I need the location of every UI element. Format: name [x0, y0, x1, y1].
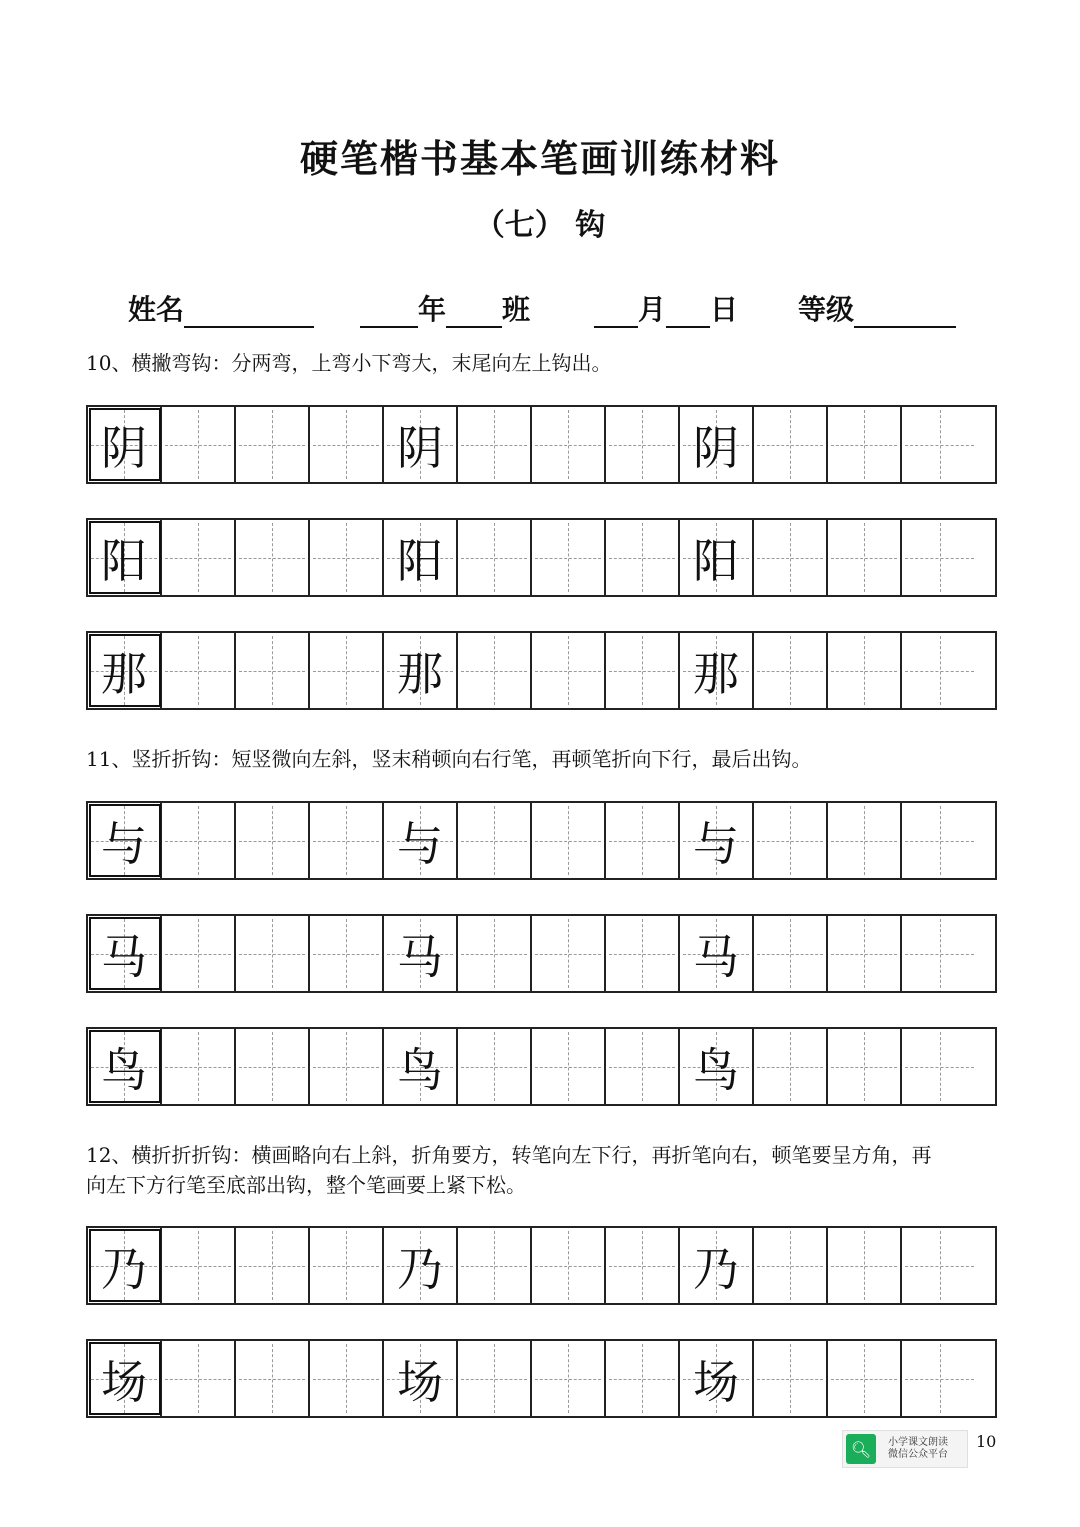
- name-blank[interactable]: [184, 296, 314, 328]
- model-char-cell: [680, 1341, 754, 1416]
- model-char-cell: [384, 1341, 458, 1416]
- practice-cell[interactable]: [458, 1228, 532, 1303]
- model-char-cell: [384, 407, 458, 482]
- section-heading: [86, 1140, 996, 1200]
- practice-cell[interactable]: [236, 803, 310, 878]
- practice-cell[interactable]: [828, 916, 902, 991]
- year-label: 年: [418, 293, 447, 326]
- model-char: 乃: [101, 1241, 147, 1296]
- model-char-cell: [88, 633, 162, 708]
- practice-cell[interactable]: [236, 407, 310, 482]
- practice-cell[interactable]: [828, 803, 902, 878]
- practice-cell[interactable]: [458, 916, 532, 991]
- practice-cell[interactable]: [754, 1029, 828, 1104]
- model-char: 鸟: [693, 1042, 739, 1097]
- model-char-cell: [88, 803, 162, 878]
- practice-row: [86, 405, 997, 484]
- practice-cell[interactable]: [236, 1029, 310, 1104]
- practice-cell[interactable]: [828, 1228, 902, 1303]
- logo-text: [888, 1437, 948, 1461]
- practice-cell[interactable]: [532, 916, 606, 991]
- practice-cell[interactable]: [902, 803, 977, 878]
- practice-cell[interactable]: [754, 1228, 828, 1303]
- practice-cell[interactable]: [310, 803, 384, 878]
- practice-cell[interactable]: [310, 1228, 384, 1303]
- practice-cell[interactable]: [236, 633, 310, 708]
- model-char: 乃: [397, 1241, 443, 1296]
- section-heading-line: 12、横折折折钩：横画略向右上斜，折角要方，转笔向左下行，再折笔向右，顿笔要呈方角，再: [86, 1143, 932, 1167]
- model-char: 与: [101, 816, 147, 871]
- practice-cell[interactable]: [162, 520, 236, 595]
- model-char-cell: [680, 520, 754, 595]
- practice-cell[interactable]: [458, 633, 532, 708]
- model-char-cell: [384, 633, 458, 708]
- page-subtitle: （七） 钩: [474, 208, 606, 243]
- model-char: 与: [693, 816, 739, 871]
- practice-cell[interactable]: [162, 1228, 236, 1303]
- practice-cell[interactable]: [606, 407, 680, 482]
- practice-cell[interactable]: [606, 1029, 680, 1104]
- practice-cell[interactable]: [754, 407, 828, 482]
- practice-cell[interactable]: [162, 916, 236, 991]
- model-char: 鸟: [101, 1042, 147, 1097]
- date-field[interactable]: [594, 288, 738, 328]
- model-char-cell: [384, 916, 458, 991]
- model-char-cell: [384, 1029, 458, 1104]
- model-char: 场: [397, 1354, 443, 1409]
- day-label: 日: [710, 293, 739, 326]
- logo-line: 微信公众平台: [888, 1449, 948, 1460]
- practice-cell[interactable]: [754, 916, 828, 991]
- practice-cell[interactable]: [902, 1029, 977, 1104]
- practice-cell[interactable]: [606, 520, 680, 595]
- practice-cell[interactable]: [606, 633, 680, 708]
- model-char: 阴: [397, 420, 443, 475]
- practice-cell[interactable]: [828, 1341, 902, 1416]
- model-char-cell: [88, 520, 162, 595]
- practice-cell[interactable]: [902, 1341, 977, 1416]
- model-char: 场: [693, 1354, 739, 1409]
- practice-cell[interactable]: [828, 520, 902, 595]
- practice-row: [86, 1226, 997, 1305]
- practice-cell[interactable]: [606, 1341, 680, 1416]
- model-char: 那: [101, 646, 147, 701]
- name-field[interactable]: [128, 288, 314, 328]
- practice-row: [86, 631, 997, 710]
- practice-row: [86, 518, 997, 597]
- model-char-cell: [680, 407, 754, 482]
- model-char-cell: [88, 1228, 162, 1303]
- practice-cell[interactable]: [828, 407, 902, 482]
- practice-row: [86, 1339, 997, 1418]
- practice-cell[interactable]: [754, 520, 828, 595]
- practice-cell[interactable]: [236, 1228, 310, 1303]
- model-char: 与: [397, 816, 443, 871]
- model-char-cell: [680, 633, 754, 708]
- practice-cell[interactable]: [236, 1341, 310, 1416]
- class-blank[interactable]: [446, 296, 502, 328]
- class-label: 班: [502, 293, 531, 326]
- practice-row: [86, 801, 997, 880]
- section-heading: 10、横撇弯钩：分两弯，上弯小下弯大，末尾向左上钩出。: [86, 351, 612, 375]
- practice-cell[interactable]: [902, 407, 977, 482]
- day-blank[interactable]: [666, 296, 710, 328]
- practice-cell[interactable]: [162, 1029, 236, 1104]
- grade-field[interactable]: [798, 288, 956, 328]
- practice-row: [86, 914, 997, 993]
- model-char: 阳: [397, 533, 443, 588]
- page-number: 10: [976, 1432, 997, 1451]
- practice-cell[interactable]: [310, 1341, 384, 1416]
- model-char: 乃: [693, 1241, 739, 1296]
- practice-cell[interactable]: [754, 803, 828, 878]
- practice-cell[interactable]: [606, 803, 680, 878]
- model-char: 阴: [693, 420, 739, 475]
- practice-cell[interactable]: [310, 520, 384, 595]
- model-char: 那: [397, 646, 443, 701]
- section-heading-line: 向左下方行笔至底部出钩，整个笔画要上紧下松。: [86, 1173, 526, 1197]
- practice-cell[interactable]: [310, 916, 384, 991]
- practice-cell[interactable]: [458, 1341, 532, 1416]
- model-char-cell: [384, 520, 458, 595]
- practice-cell[interactable]: [606, 1228, 680, 1303]
- model-char-cell: [88, 1341, 162, 1416]
- practice-cell[interactable]: [458, 1029, 532, 1104]
- grade-blank[interactable]: [854, 296, 956, 328]
- practice-cell[interactable]: [310, 407, 384, 482]
- practice-cell[interactable]: [236, 520, 310, 595]
- practice-cell[interactable]: [754, 1341, 828, 1416]
- practice-cell[interactable]: [532, 1029, 606, 1104]
- model-char: 鸟: [397, 1042, 443, 1097]
- practice-cell[interactable]: [310, 1029, 384, 1104]
- name-label: 姓名: [128, 293, 185, 326]
- practice-cell[interactable]: [902, 633, 977, 708]
- practice-cell[interactable]: [902, 1228, 977, 1303]
- search-icon: 🔍︎: [846, 1434, 876, 1464]
- year-blank[interactable]: [360, 296, 418, 328]
- practice-cell[interactable]: [162, 633, 236, 708]
- practice-cell[interactable]: [458, 407, 532, 482]
- practice-cell[interactable]: [532, 633, 606, 708]
- wechat-logo: [842, 1430, 968, 1468]
- model-char: 阳: [101, 533, 147, 588]
- model-char-cell: [88, 1029, 162, 1104]
- practice-cell[interactable]: [236, 916, 310, 991]
- model-char: 马: [101, 929, 147, 984]
- practice-cell[interactable]: [310, 633, 384, 708]
- model-char: 阴: [101, 420, 147, 475]
- page-title: 硬笔楷书基本笔画训练材料: [299, 137, 780, 181]
- practice-cell[interactable]: [532, 407, 606, 482]
- month-blank[interactable]: [594, 296, 638, 328]
- practice-cell[interactable]: [162, 803, 236, 878]
- practice-cell[interactable]: [902, 520, 977, 595]
- practice-cell[interactable]: [532, 803, 606, 878]
- grade-label: 等级: [798, 293, 855, 326]
- model-char-cell: [384, 803, 458, 878]
- practice-cell[interactable]: [828, 1029, 902, 1104]
- practice-cell[interactable]: [162, 1341, 236, 1416]
- practice-cell[interactable]: [606, 916, 680, 991]
- model-char-cell: [680, 803, 754, 878]
- model-char: 马: [397, 929, 443, 984]
- practice-cell[interactable]: [532, 1341, 606, 1416]
- model-char-cell: [680, 1228, 754, 1303]
- logo-line: 小学课文朗读: [888, 1437, 948, 1448]
- section-heading: 11、竖折折钩：短竖微向左斜，竖末稍顿向右行笔，再顿笔折向下行，最后出钩。: [86, 747, 812, 771]
- practice-cell[interactable]: [458, 803, 532, 878]
- practice-cell[interactable]: [754, 633, 828, 708]
- practice-cell[interactable]: [162, 407, 236, 482]
- model-char-cell: [680, 1029, 754, 1104]
- model-char: 那: [693, 646, 739, 701]
- practice-cell[interactable]: [828, 633, 902, 708]
- practice-cell[interactable]: [902, 916, 977, 991]
- model-char: 阳: [693, 533, 739, 588]
- month-label: 月: [638, 293, 667, 326]
- practice-cell[interactable]: [532, 520, 606, 595]
- model-char-cell: [384, 1228, 458, 1303]
- model-char-cell: [88, 407, 162, 482]
- model-char: 场: [101, 1354, 147, 1409]
- year-class-field[interactable]: [360, 288, 530, 328]
- model-char: 马: [693, 929, 739, 984]
- model-char-cell: [88, 916, 162, 991]
- practice-row: [86, 1027, 997, 1106]
- model-char-cell: [680, 916, 754, 991]
- practice-cell[interactable]: [532, 1228, 606, 1303]
- practice-cell[interactable]: [458, 520, 532, 595]
